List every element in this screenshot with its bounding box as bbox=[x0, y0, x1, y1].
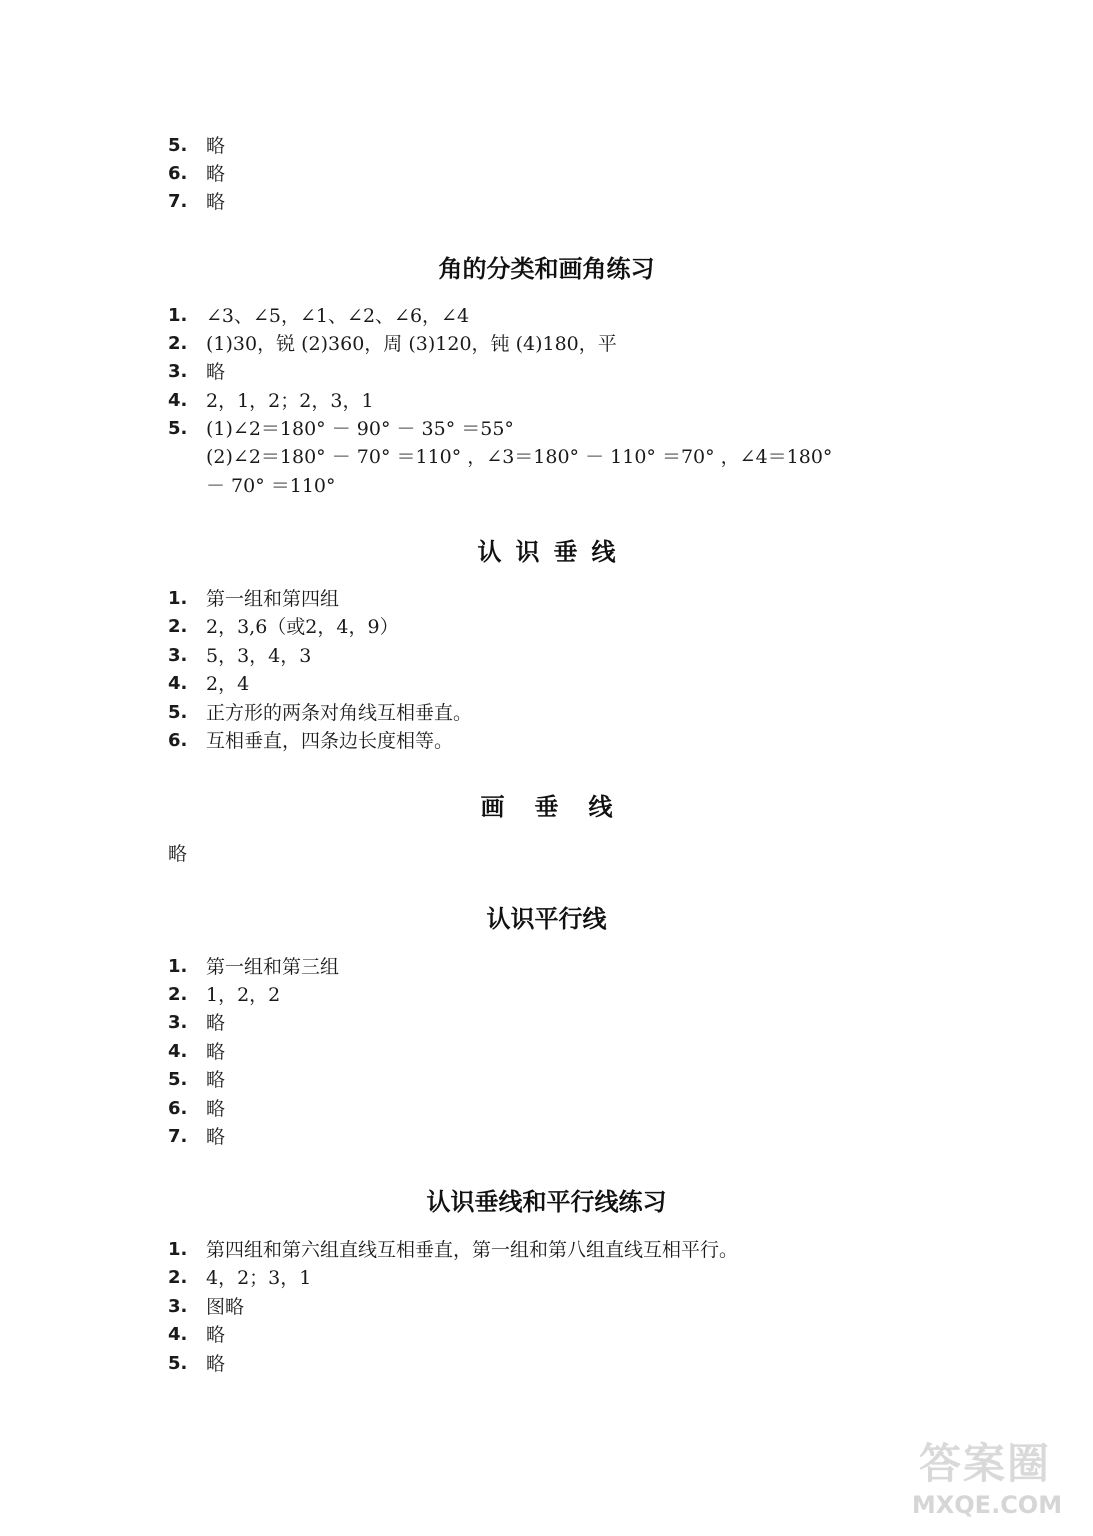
list-item bbox=[168, 981, 1028, 1009]
list-item bbox=[168, 1123, 1028, 1151]
section-title-parallel: 认识平行线 bbox=[486, 905, 607, 933]
item-number: 6. bbox=[168, 730, 188, 751]
item-number: 1. bbox=[168, 305, 188, 326]
list-item bbox=[168, 1009, 1028, 1037]
watermark-logo bbox=[899, 1436, 1079, 1526]
list-item bbox=[168, 1066, 1028, 1094]
item-text: 第四组和第六组直线互相垂直，第一组和第八组直线互相平行。 bbox=[206, 1239, 739, 1261]
list-item bbox=[168, 727, 1028, 755]
list-item bbox=[168, 358, 1028, 386]
item-number: 4. bbox=[168, 673, 188, 694]
item-number: 5. bbox=[168, 1353, 188, 1374]
list-item bbox=[168, 1095, 1028, 1123]
item-number: 7. bbox=[168, 1126, 188, 1147]
list-item bbox=[168, 387, 1028, 415]
item-text: 略 bbox=[206, 163, 226, 185]
item-text: 略 bbox=[206, 135, 226, 157]
item-text: 2，4 bbox=[206, 673, 250, 695]
item-number: 6. bbox=[168, 163, 188, 184]
item-number: 2. bbox=[168, 984, 188, 1005]
item-number: 4. bbox=[168, 390, 188, 411]
item-text: 略 bbox=[206, 361, 226, 383]
section-title-angle-classification: 角的分类和画角练习 bbox=[438, 255, 655, 283]
item-number: 7. bbox=[168, 191, 188, 212]
item-number: 1. bbox=[168, 956, 188, 977]
item-number: 5. bbox=[168, 702, 188, 723]
item-text: 略 bbox=[206, 1126, 226, 1148]
list-item bbox=[168, 302, 1028, 330]
item-text: 2，3,6（或2，4，9） bbox=[206, 616, 399, 638]
item-number: 2. bbox=[168, 616, 188, 637]
list-item bbox=[168, 1236, 1028, 1264]
item-text: (1)30，锐 (2)360，周 (3)120，钝 (4)180，平 bbox=[206, 333, 617, 355]
item-text: 1，2，2 bbox=[206, 984, 281, 1006]
item-number: 1. bbox=[168, 588, 188, 609]
item-number: 3. bbox=[168, 1012, 188, 1033]
item-number: 3. bbox=[168, 645, 188, 666]
item-text: 5，3，4，3 bbox=[206, 645, 312, 667]
item-text: 2，1，2；2，3，1 bbox=[206, 390, 374, 412]
section-title-draw-perpendicular: 画垂线 bbox=[480, 793, 643, 821]
item-text: 略 bbox=[206, 1324, 226, 1346]
list-item bbox=[168, 188, 1028, 216]
item-number: 5. bbox=[168, 135, 188, 156]
list-item bbox=[168, 1293, 1028, 1321]
list-item bbox=[168, 699, 1028, 727]
item-text: 互相垂直，四条边长度相等。 bbox=[206, 730, 454, 752]
item-number: 2. bbox=[168, 1267, 188, 1288]
item-number: 5. bbox=[168, 418, 188, 439]
list-item bbox=[168, 585, 1028, 613]
list-item bbox=[168, 1321, 1028, 1349]
watermark-text: 答案圈 bbox=[918, 1439, 1051, 1488]
item-number: 4. bbox=[168, 1041, 188, 1062]
item-text: ∠3、∠5，∠1、∠2、∠6，∠4 bbox=[206, 305, 470, 327]
section-title-perpendicular-parallel-practice: 认识垂线和平行线练习 bbox=[426, 1188, 667, 1216]
item-number: 3. bbox=[168, 361, 188, 382]
item-text: 略 bbox=[206, 1098, 226, 1120]
item-text: 略 bbox=[206, 1353, 226, 1375]
section-title-perpendicular: 认识垂线 bbox=[477, 538, 630, 566]
list-item bbox=[168, 160, 1028, 188]
list-item bbox=[168, 415, 1028, 443]
item-number: 4. bbox=[168, 1324, 188, 1345]
item-number: 3. bbox=[168, 1296, 188, 1317]
list-item bbox=[168, 1264, 1028, 1292]
item-continuation: (2)∠2＝180° － 70° ＝110° ，∠3＝180° － 110° ＝70° ，∠4＝180° bbox=[206, 446, 833, 468]
item-text: 第一组和第三组 bbox=[206, 956, 340, 978]
item-text: 略 bbox=[206, 1069, 226, 1091]
item-text: 4，2；3，1 bbox=[206, 1267, 312, 1289]
watermark-url: MXQE.COM bbox=[911, 1491, 1063, 1519]
item-number: 2. bbox=[168, 333, 188, 354]
item-number: 6. bbox=[168, 1098, 188, 1119]
item-text: (1)∠2＝180° － 90° － 35° ＝55° bbox=[206, 418, 514, 440]
item-number: 5. bbox=[168, 1069, 188, 1090]
item-text: 正方形的两条对角线互相垂直。 bbox=[206, 702, 473, 724]
item-continuation: － 70° ＝110° bbox=[206, 475, 336, 497]
item-text: 第一组和第四组 bbox=[206, 588, 340, 610]
item-text: 略 bbox=[206, 1041, 226, 1063]
list-item bbox=[168, 613, 1028, 641]
list-item bbox=[168, 953, 1028, 981]
list-item bbox=[168, 132, 1028, 160]
item-text: 略 bbox=[206, 1012, 226, 1034]
item-number: 1. bbox=[168, 1239, 188, 1260]
list-item bbox=[168, 330, 1028, 358]
list-item bbox=[168, 1038, 1028, 1066]
section-text: 略 bbox=[168, 843, 188, 865]
list-item bbox=[168, 1350, 1028, 1378]
list-item bbox=[168, 670, 1028, 698]
item-text: 图略 bbox=[206, 1296, 245, 1318]
list-item bbox=[168, 642, 1028, 670]
item-text: 略 bbox=[206, 191, 226, 213]
